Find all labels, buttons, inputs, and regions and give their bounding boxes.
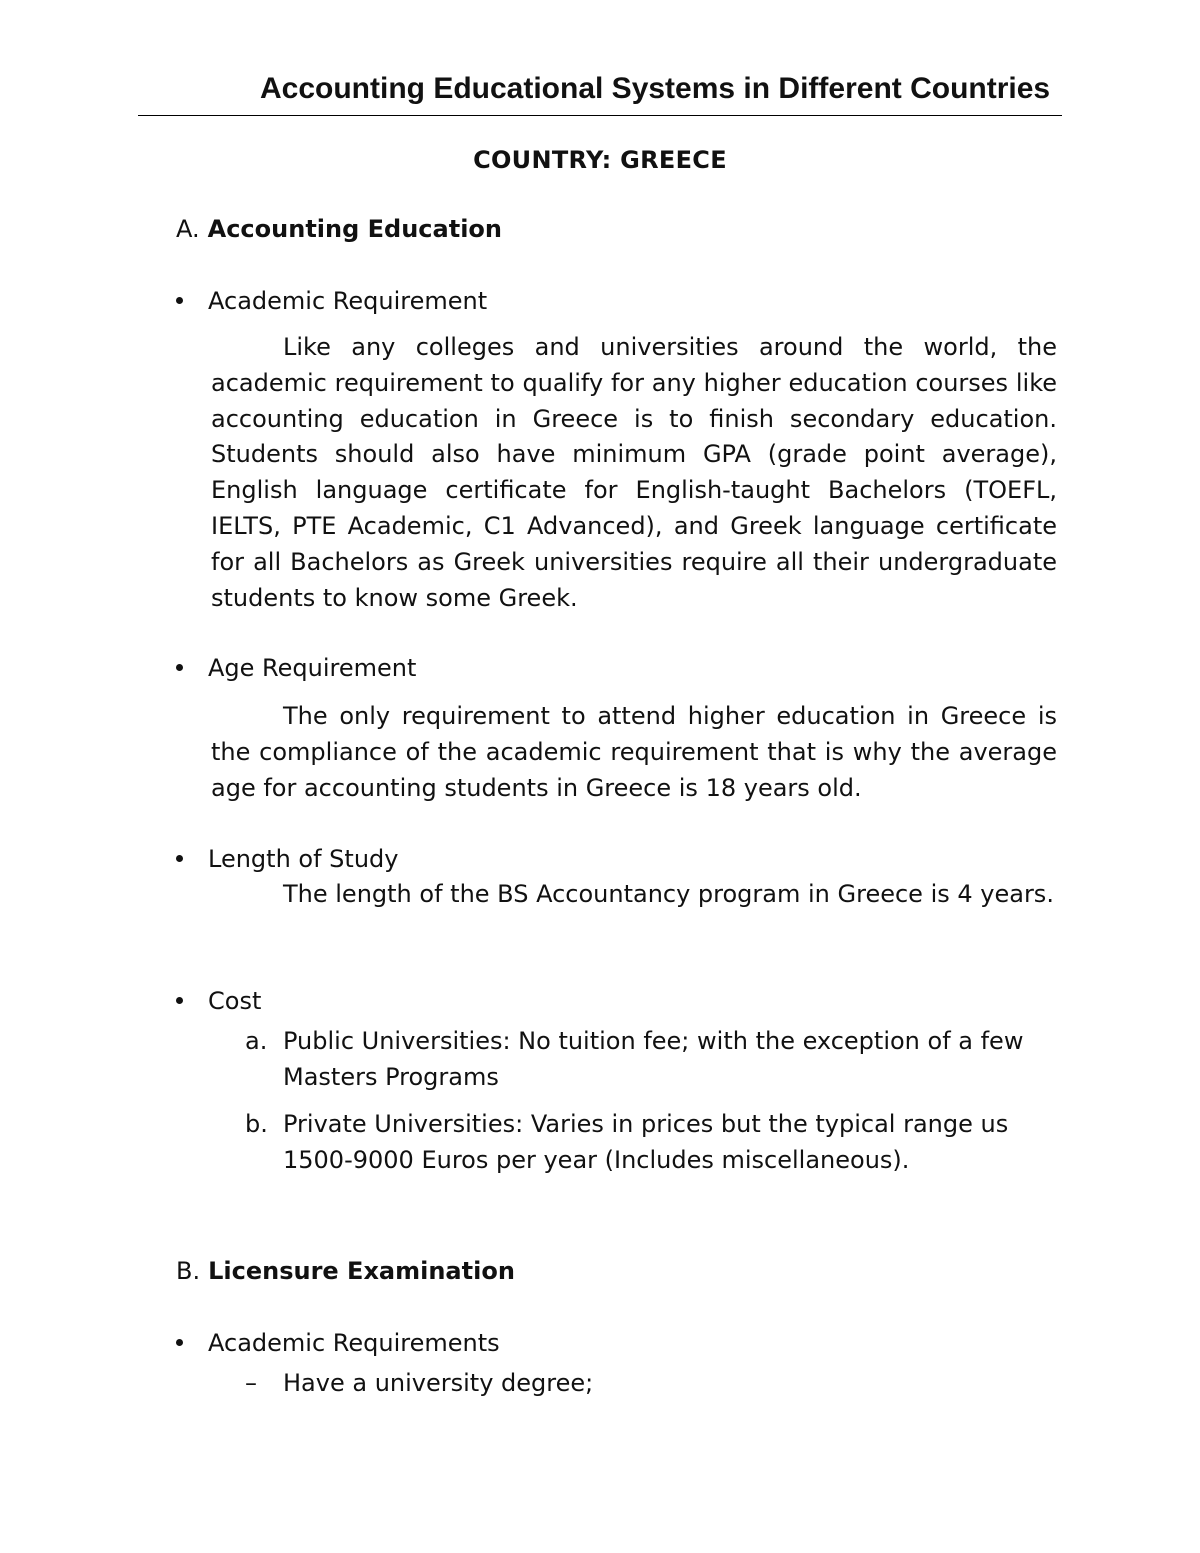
bullet-label: Length of Study	[208, 845, 399, 873]
bullet-academic-requirement	[176, 287, 487, 315]
list-item-text: Have a university degree;	[283, 1369, 594, 1397]
bullet-label: Age Requirement	[208, 654, 417, 682]
list-marker: a.	[245, 1027, 268, 1055]
dash-marker: –	[245, 1369, 257, 1397]
section-b-heading	[176, 1257, 515, 1285]
bullet-label: Cost	[208, 987, 262, 1015]
requirement-item-degree	[245, 1369, 593, 1397]
paragraph-academic-requirement: Like any colleges and universities around the world, the academic requirement to qualify for any higher education courses like accounting education in Greece is to finish secondary education. Students should also have minimum GPA (grade point average), English language certificate for English-taught Bachelors (TOEFL, IELTS, PTE Academic, C1 Advanced), and Greek language certificate for all Bachelors as Greek universities require all their undergraduate students to know some Greek.	[211, 333, 1057, 612]
header-divider	[138, 115, 1062, 116]
list-marker: b.	[245, 1110, 268, 1138]
bullet-icon	[176, 664, 183, 671]
country-heading: COUNTRY: GREECE	[473, 146, 727, 174]
bullet-age-requirement	[176, 654, 416, 682]
page-header-title: Accounting Educational Systems in Different Countries	[260, 72, 1051, 105]
bullet-label: Academic Requirement	[208, 287, 488, 315]
bullet-icon	[176, 1339, 183, 1346]
bullet-length-of-study	[176, 845, 398, 873]
section-a-letter: A.	[176, 215, 200, 243]
cost-item-public	[245, 1024, 1057, 1095]
section-a-heading	[176, 215, 502, 243]
cost-item-private	[245, 1107, 1057, 1178]
bullet-label: Academic Requirements	[208, 1329, 500, 1357]
section-a-title: Accounting Education	[207, 215, 502, 243]
list-item-text: Private Universities: Varies in prices but the typical range us 1500-9000 Euros per year (Includes miscellaneous).	[283, 1110, 1009, 1174]
bullet-icon	[176, 997, 183, 1004]
bullet-icon	[176, 297, 183, 304]
bullet-icon	[176, 855, 183, 862]
section-b-letter: B.	[176, 1257, 201, 1285]
section-b-title: Licensure Examination	[208, 1257, 515, 1285]
paragraph-age-requirement: The only requirement to attend higher education in Greece is the compliance of the academic requirement that is why the average age for accounting students in Greece is 18 years old.	[211, 702, 1057, 802]
bullet-cost	[176, 987, 261, 1015]
paragraph-length-of-study: The length of the BS Accountancy program in Greece is 4 years.	[283, 880, 1054, 908]
list-item-text: Public Universities: No tuition fee; with the exception of a few Masters Programs	[283, 1027, 1024, 1091]
bullet-academic-requirements	[176, 1329, 500, 1357]
